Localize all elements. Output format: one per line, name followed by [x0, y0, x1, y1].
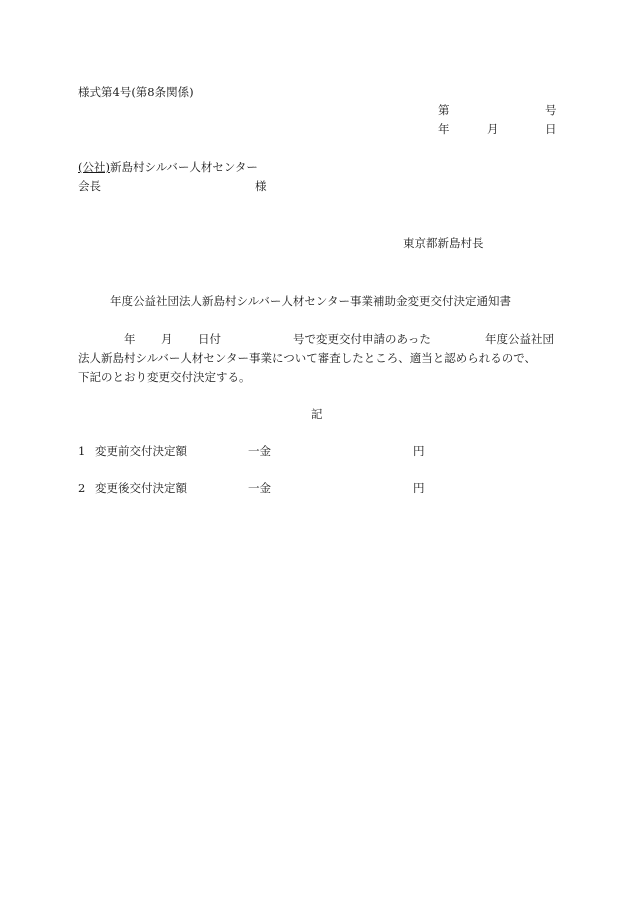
doc-number-prefix: 第 [438, 103, 450, 117]
ki-heading: 記 [311, 407, 323, 421]
item-unit: 円 [413, 481, 425, 495]
recipient-title: 会長 [78, 179, 101, 193]
recipient-org-name: 新島村シルバー人材センター [109, 160, 258, 174]
item-unit: 円 [413, 444, 425, 458]
document-title: 年度公益社団法人新島村シルバー人材センター事業補助金変更交付決定通知書 [110, 294, 511, 308]
date-year: 年 [438, 122, 450, 136]
item-kin: 一金 [248, 481, 271, 495]
sender-name: 東京都新島村長 [403, 236, 484, 250]
item-number: 1 [78, 444, 86, 458]
date-day: 日 [545, 122, 557, 136]
body-dayref: 日付 [198, 332, 221, 346]
body-mid: 号で変更交付申請のあった [293, 332, 431, 346]
item-label: 変更前交付決定額 [95, 444, 187, 458]
recipient-org-prefix: (公社) [78, 160, 110, 174]
item-label: 変更後交付決定額 [95, 481, 187, 495]
form-label: 様式第4号(第8条関係) [78, 85, 194, 99]
body-line-3: 下記のとおり変更交付決定する。 [78, 370, 251, 384]
recipient-honorific: 様 [255, 179, 267, 193]
body-month: 月 [161, 332, 173, 346]
recipient-org [78, 160, 258, 175]
body-tail: 年度公益社団 [485, 332, 554, 346]
item-kin: 一金 [248, 444, 271, 458]
date-month: 月 [487, 122, 499, 136]
body-year: 年 [124, 332, 136, 346]
body-line-2: 法人新島村シルバー人材センター事業について審査したところ、適当と認められるので、 [78, 351, 536, 365]
doc-number-suffix: 号 [545, 103, 557, 117]
item-number: 2 [78, 481, 86, 495]
